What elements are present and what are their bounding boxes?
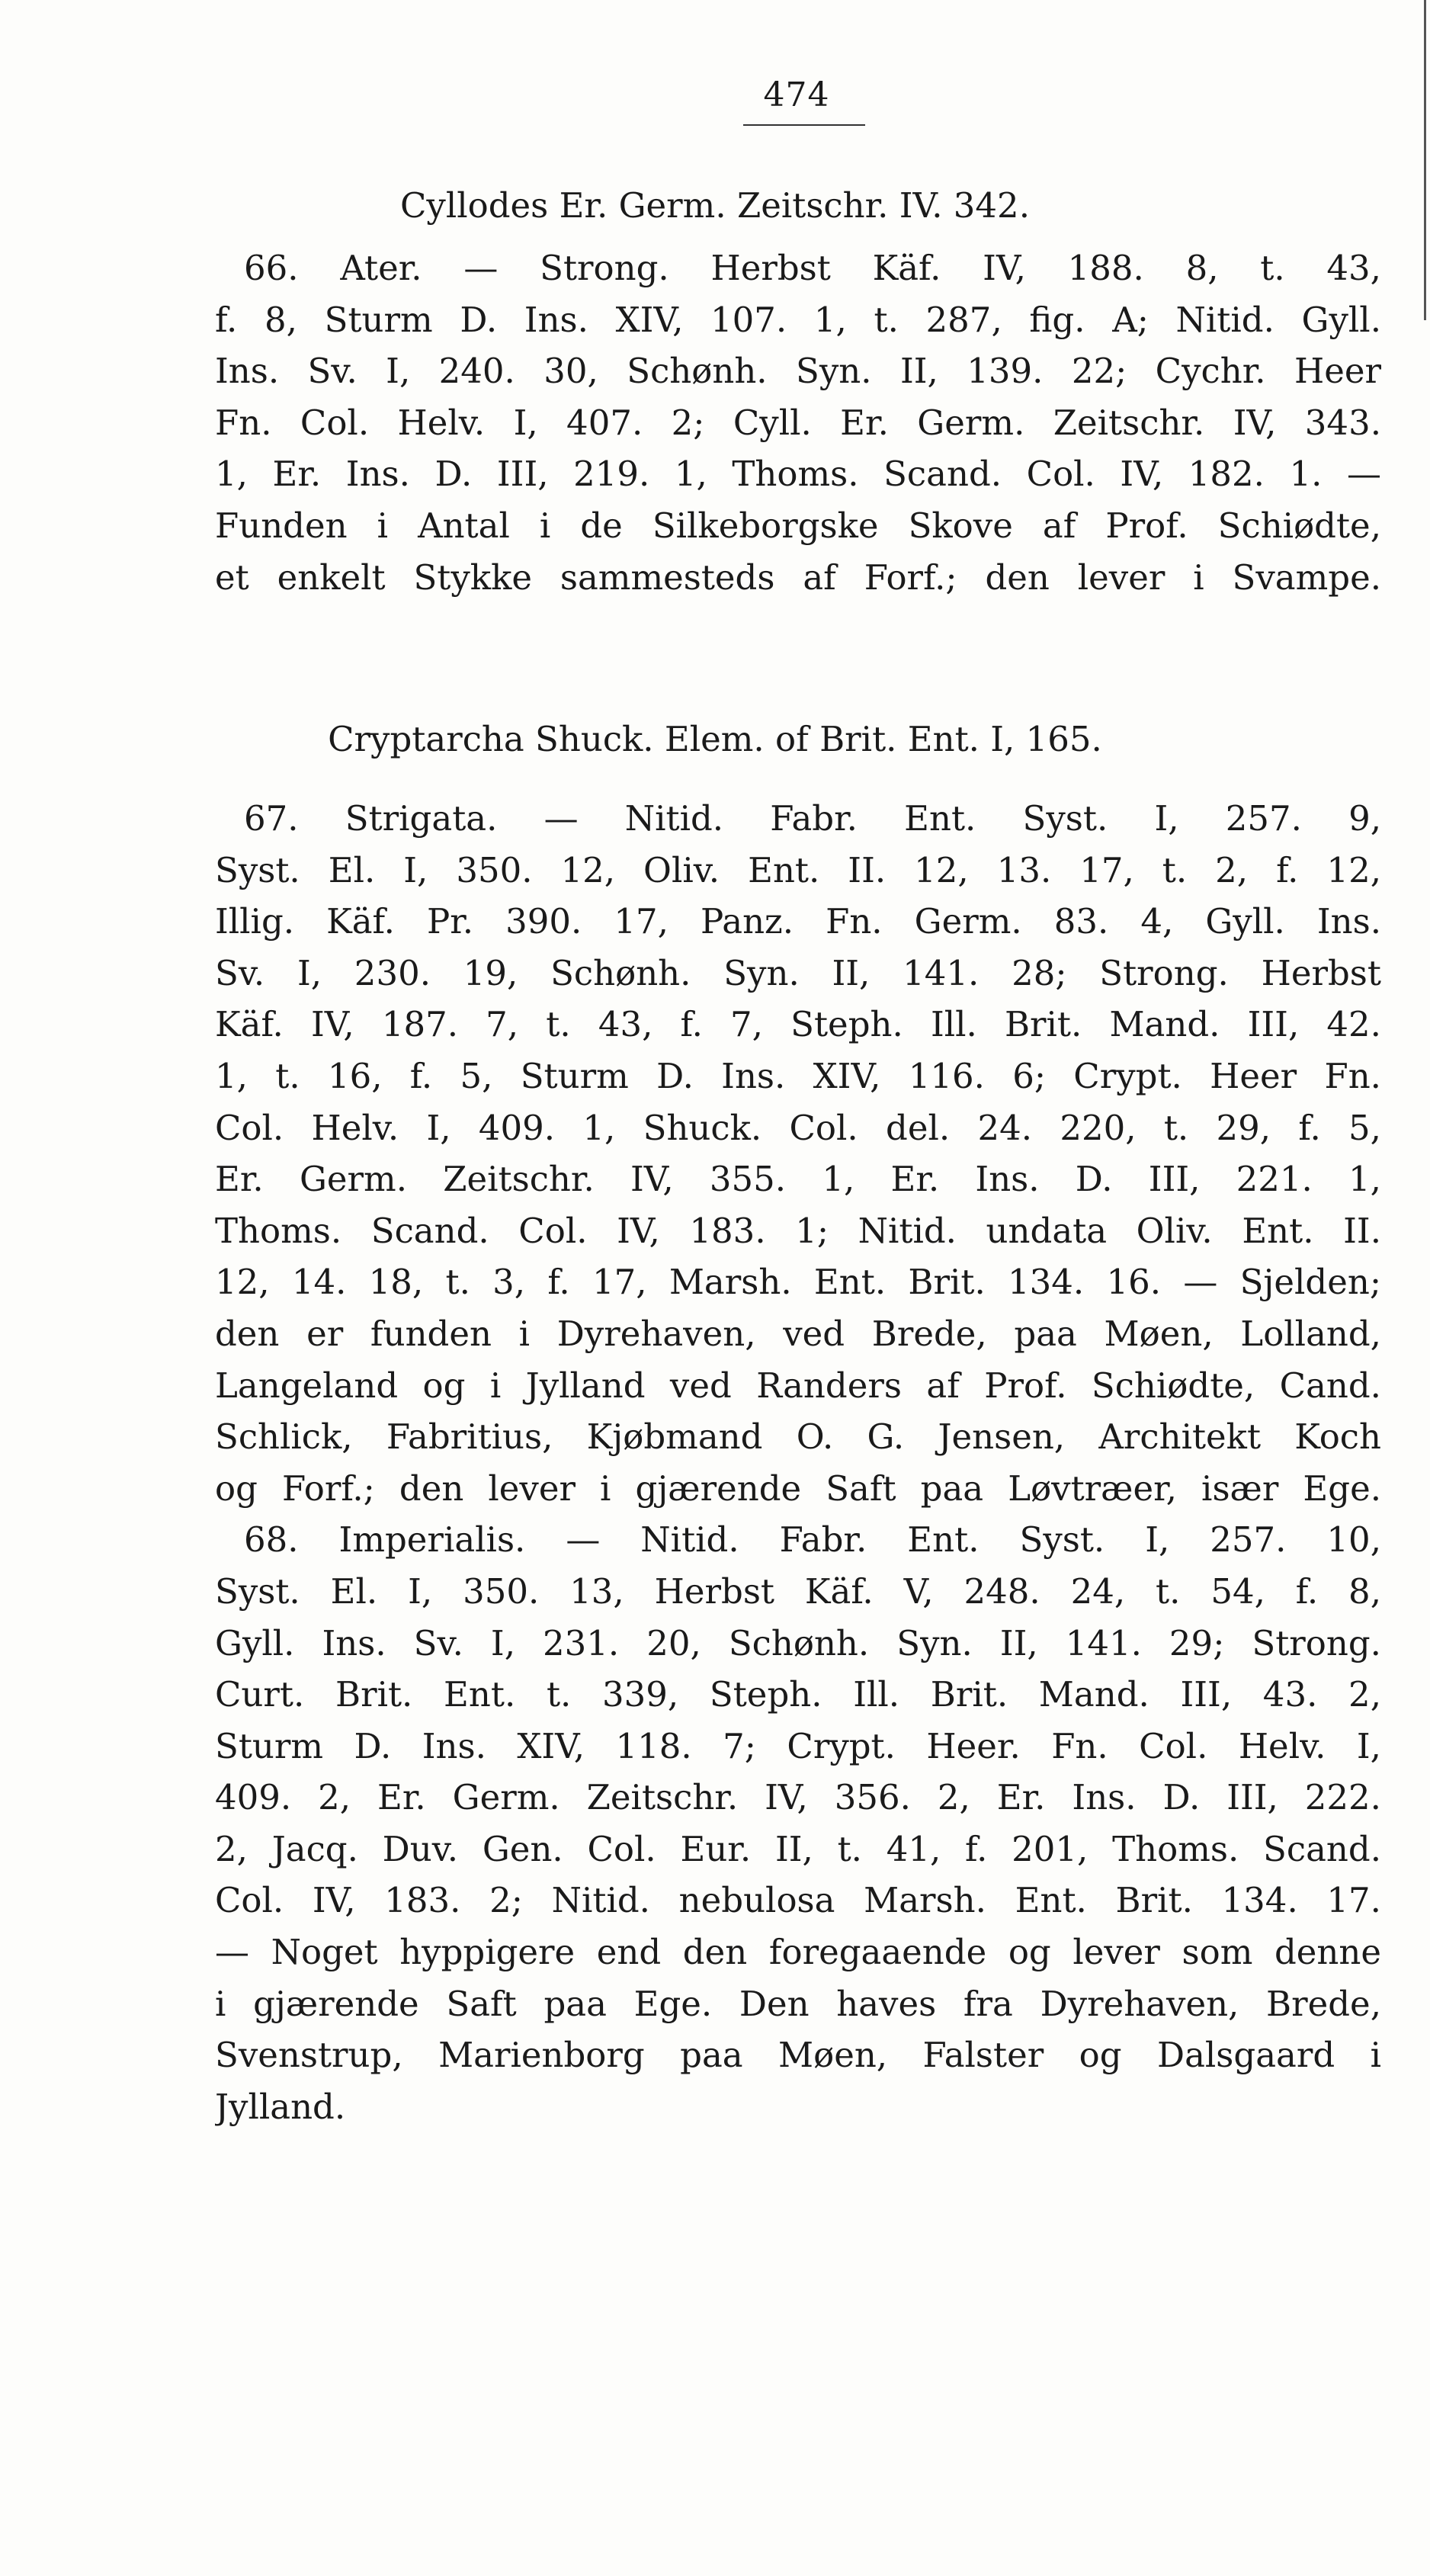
text-line: 66. Ater. — Strong. Herbst Käf. IV, 188. 8, t. 43, [244, 248, 1381, 288]
text-line: Jylland. [215, 2086, 346, 2127]
text-line: Syst. El. I, 350. 12, Oliv. Ent. II. 12, 13. 17, t. 2, f. 12, [215, 849, 1381, 890]
text-line: Gyll. Ins. Sv. I, 231. 20, Schønh. Syn. II, 141. 29; Strong. [215, 1622, 1381, 1663]
section-cyllodes-text [215, 242, 1381, 603]
text-line: 12, 14. 18, t. 3, f. 17, Marsh. Ent. Brit. 134. 16. — Sjelden; [215, 1262, 1381, 1303]
section-cryptarcha-text [215, 793, 1381, 2132]
text-line: Ins. Sv. I, 240. 30, Schønh. Syn. II, 139. 22; Cychr. Heer [215, 351, 1381, 392]
text-line: Sv. I, 230. 19, Schønh. Syn. II, 141. 28; Strong. Herbst [215, 952, 1381, 993]
text-line: f. 8, Sturm D. Ins. XIV, 107. 1, t. 287, fig. A; Nitid. Gyll. [215, 299, 1381, 340]
text-line: 1, Er. Ins. D. III, 219. 1, Thoms. Scand. Col. IV, 182. 1. — [215, 454, 1381, 495]
text-line: og Forf.; den lever i gjærende Saft paa Løvtræer, især Ege. [215, 1468, 1381, 1509]
text-line: 2, Jacq. Duv. Gen. Col. Eur. II, t. 41, f. 201, Thoms. Scand. [215, 1828, 1381, 1869]
text-line: Syst. El. I, 350. 13, Herbst Käf. V, 248. 24, t. 54, f. 8, [215, 1570, 1381, 1612]
text-line: Langeland og i Jylland ved Randers af Prof. Schiødte, Cand. [215, 1365, 1381, 1406]
text-line: 409. 2, Er. Germ. Zeitschr. IV, 356. 2, Er. Ins. D. III, 222. [215, 1777, 1381, 1818]
text-line: Funden i Antal i de Silkeborgske Skove af Prof. Schiødte, [215, 505, 1381, 546]
genus-heading-cryptarcha: Cryptarcha Shuck. Elem. of Brit. Ent. I, 165. [328, 719, 1102, 759]
text-line: Thoms. Scand. Col. IV, 183. 1; Nitid. undata Oliv. Ent. II. [215, 1210, 1381, 1251]
text-line: Curt. Brit. Ent. t. 339, Steph. Ill. Brit. Mand. III, 43. 2, [215, 1674, 1381, 1715]
text-line: Col. Helv. I, 409. 1, Shuck. Col. del. 24. 220, t. 29, f. 5, [215, 1107, 1381, 1148]
text-line: Schlick, Fabritius, Kjøbmand O. G. Jensen, Architekt Koch [215, 1416, 1381, 1458]
text-line: Fn. Col. Helv. I, 407. 2; Cyll. Er. Germ. Zeitschr. IV, 343. [215, 402, 1381, 443]
page-number-rule [743, 124, 865, 126]
page-number: 474 [763, 75, 830, 114]
text-line: i gjærende Saft paa Ege. Den haves fra Dyrehaven, Brede, [215, 1983, 1381, 2024]
text-line: den er funden i Dyrehaven, ved Brede, paa Møen, Lolland, [215, 1313, 1381, 1354]
text-line: Illig. Käf. Pr. 390. 17, Panz. Fn. Germ. 83. 4, Gyll. Ins. [215, 901, 1381, 942]
text-line: 67. Strigata. — Nitid. Fabr. Ent. Syst. I, 257. 9, [244, 798, 1381, 839]
text-line: Svenstrup, Marienborg paa Møen, Falster og Dalsgaard i [215, 2035, 1381, 2076]
text-line: Col. IV, 183. 2; Nitid. nebulosa Marsh. Ent. Brit. 134. 17. [215, 1880, 1381, 1921]
text-line: Käf. IV, 187. 7, t. 43, f. 7, Steph. Ill. Brit. Mand. III, 42. [215, 1004, 1381, 1045]
text-line: Sturm D. Ins. XIV, 118. 7; Crypt. Heer. Fn. Col. Helv. I, [215, 1725, 1381, 1766]
genus-heading-cyllodes: Cyllodes Er. Germ. Zeitschr. IV. 342. [400, 185, 1030, 226]
page-edge-shadow [1424, 0, 1426, 320]
text-line: 68. Imperialis. — Nitid. Fabr. Ent. Syst. I, 257. 10, [244, 1519, 1381, 1561]
text-line: — Noget hyppigere end den foregaaende og lever som denne [215, 1932, 1381, 1973]
text-line: et enkelt Stykke sammesteds af Forf.; den lever i Svampe. [215, 557, 1381, 598]
text-line: 1, t. 16, f. 5, Sturm D. Ins. XIV, 116. 6; Crypt. Heer Fn. [215, 1055, 1381, 1096]
text-line: Er. Germ. Zeitschr. IV, 355. 1, Er. Ins. D. III, 221. 1, [215, 1159, 1381, 1200]
